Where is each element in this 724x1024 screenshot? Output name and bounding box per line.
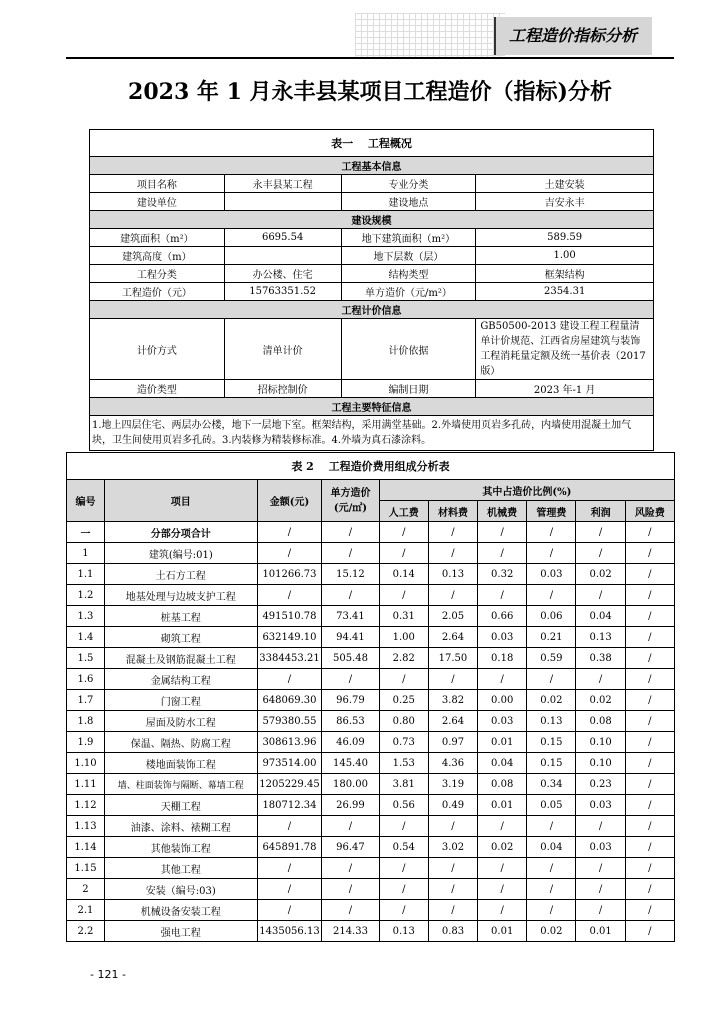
label-cell: 编制日期 xyxy=(341,380,476,398)
col-header-manage: 管理费 xyxy=(527,501,576,522)
row-value-cell: / xyxy=(257,543,322,564)
row-value-cell: 308613.96 xyxy=(257,732,322,753)
row-value-cell: / xyxy=(576,816,625,837)
row-value-cell: / xyxy=(379,543,428,564)
value-cell: 2354.31 xyxy=(476,283,654,301)
row-number-cell: 2.1 xyxy=(67,900,105,921)
row-value-cell: 3.81 xyxy=(379,774,428,795)
row-value-cell: 96.47 xyxy=(322,837,379,858)
value-cell: 框架结构 xyxy=(476,265,654,283)
row-value-cell: / xyxy=(576,543,625,564)
row-value-cell: 0.66 xyxy=(478,606,527,627)
table-row xyxy=(67,837,675,858)
row-value-cell: / xyxy=(625,900,674,921)
row-value-cell: / xyxy=(625,606,674,627)
row-value-cell: 0.31 xyxy=(379,606,428,627)
row-value-cell: / xyxy=(625,774,674,795)
row-number-cell: 1.9 xyxy=(67,732,105,753)
row-value-cell: 101266.73 xyxy=(257,564,322,585)
row-number-cell: 一 xyxy=(67,522,105,543)
table-row xyxy=(67,816,675,837)
row-value-cell: / xyxy=(625,816,674,837)
row-number-cell: 1.7 xyxy=(67,690,105,711)
table-row xyxy=(67,900,675,921)
row-value-cell: 0.34 xyxy=(527,774,576,795)
row-item-cell: 保温、隔热、防腐工程 xyxy=(104,732,257,753)
row-value-cell: / xyxy=(478,858,527,879)
value-cell: 招标控制价 xyxy=(224,380,341,398)
row-item-cell: 建筑(编号:01) xyxy=(104,543,257,564)
row-item-cell: 土石方工程 xyxy=(104,564,257,585)
row-value-cell: 0.73 xyxy=(379,732,428,753)
table-row xyxy=(67,543,675,564)
label-cell: 工程分类 xyxy=(90,265,225,283)
col-header-amount: 金额(元) xyxy=(257,480,322,522)
table2-caption: 表 2 工程造价费用组成分析表 xyxy=(67,453,675,480)
row-item-cell: 机械设备安装工程 xyxy=(104,900,257,921)
col-header-unit-cost: 单方造价(元/㎡) xyxy=(322,480,379,522)
row-item-cell: 其他工程 xyxy=(104,858,257,879)
row-value-cell: / xyxy=(625,669,674,690)
row-value-cell: 4.36 xyxy=(428,753,477,774)
row-value-cell: 0.13 xyxy=(379,921,428,942)
row-item-cell: 砌筑工程 xyxy=(104,627,257,648)
row-value-cell: / xyxy=(625,648,674,669)
table-row xyxy=(67,774,675,795)
row-value-cell: 0.01 xyxy=(576,921,625,942)
label-cell: 造价类型 xyxy=(90,380,225,398)
table-row xyxy=(67,648,675,669)
row-item-cell: 其他装饰工程 xyxy=(104,837,257,858)
row-value-cell: / xyxy=(527,522,576,543)
row-number-cell: 1.6 xyxy=(67,669,105,690)
col-header-item: 项目 xyxy=(104,480,257,522)
row-value-cell: 2.64 xyxy=(428,627,477,648)
row-value-cell: / xyxy=(478,816,527,837)
col-header-risk: 风险费 xyxy=(625,501,674,522)
row-value-cell: 0.83 xyxy=(428,921,477,942)
row-item-cell: 桩基工程 xyxy=(104,606,257,627)
row-value-cell: 505.48 xyxy=(322,648,379,669)
row-value-cell: 86.53 xyxy=(322,711,379,732)
row-value-cell: 0.04 xyxy=(527,837,576,858)
row-item-cell: 分部分项合计 xyxy=(104,522,257,543)
label-cell: 地下建筑面积（m²） xyxy=(341,229,476,247)
row-value-cell: 0.97 xyxy=(428,732,477,753)
row-value-cell: 0.02 xyxy=(527,921,576,942)
row-value-cell: / xyxy=(625,711,674,732)
row-value-cell: 0.25 xyxy=(379,690,428,711)
row-value-cell: / xyxy=(625,627,674,648)
col-header-machine: 机械费 xyxy=(478,501,527,522)
value-cell: 清单计价 xyxy=(224,319,341,380)
row-number-cell: 1.10 xyxy=(67,753,105,774)
row-value-cell: / xyxy=(527,900,576,921)
value-cell: 办公楼、住宅 xyxy=(224,265,341,283)
row-value-cell: 0.06 xyxy=(527,606,576,627)
row-value-cell: 0.00 xyxy=(478,690,527,711)
row-value-cell: / xyxy=(379,900,428,921)
row-value-cell: 0.02 xyxy=(576,690,625,711)
label-cell: 计价依据 xyxy=(341,319,476,380)
row-item-cell: 金属结构工程 xyxy=(104,669,257,690)
row-value-cell: / xyxy=(576,900,625,921)
row-value-cell: 180.00 xyxy=(322,774,379,795)
row-value-cell: / xyxy=(257,816,322,837)
row-value-cell: / xyxy=(322,522,379,543)
project-overview-table xyxy=(89,129,654,451)
row-value-cell: / xyxy=(379,858,428,879)
cost-composition-table xyxy=(66,452,675,942)
row-number-cell: 1.11 xyxy=(67,774,105,795)
value-cell: 589.59 xyxy=(476,229,654,247)
table-row xyxy=(67,753,675,774)
row-value-cell: 0.10 xyxy=(576,732,625,753)
row-value-cell: 0.01 xyxy=(478,921,527,942)
row-value-cell: 0.02 xyxy=(527,690,576,711)
section-features: 工程主要特征信息 xyxy=(90,398,654,416)
row-number-cell: 1.4 xyxy=(67,627,105,648)
value-cell: 6695.54 xyxy=(224,229,341,247)
row-value-cell: 579380.55 xyxy=(257,711,322,732)
row-value-cell: 0.18 xyxy=(478,648,527,669)
row-value-cell: / xyxy=(322,816,379,837)
label-cell: 计价方式 xyxy=(90,319,225,380)
row-number-cell: 1 xyxy=(67,543,105,564)
row-value-cell: 0.02 xyxy=(478,837,527,858)
label-cell: 单方造价（元/m²） xyxy=(341,283,476,301)
table-row xyxy=(67,921,675,942)
row-number-cell: 1.3 xyxy=(67,606,105,627)
label-cell: 建筑面积（m²） xyxy=(90,229,225,247)
row-value-cell: 1435056.13 xyxy=(257,921,322,942)
row-number-cell: 1.15 xyxy=(67,858,105,879)
row-value-cell: 2.82 xyxy=(379,648,428,669)
row-value-cell: 94.41 xyxy=(322,627,379,648)
row-value-cell: 0.59 xyxy=(527,648,576,669)
row-value-cell: / xyxy=(428,543,477,564)
row-number-cell: 1.1 xyxy=(67,564,105,585)
row-value-cell: 0.56 xyxy=(379,795,428,816)
row-number-cell: 1.14 xyxy=(67,837,105,858)
row-value-cell: / xyxy=(257,522,322,543)
row-value-cell: / xyxy=(257,585,322,606)
row-value-cell: 0.03 xyxy=(576,837,625,858)
row-value-cell: 214.33 xyxy=(322,921,379,942)
row-value-cell: 645891.78 xyxy=(257,837,322,858)
row-value-cell: 1.00 xyxy=(379,627,428,648)
row-value-cell: 0.13 xyxy=(428,564,477,585)
row-number-cell: 2 xyxy=(67,879,105,900)
row-value-cell: 0.03 xyxy=(527,564,576,585)
row-value-cell: / xyxy=(478,900,527,921)
row-value-cell: / xyxy=(576,585,625,606)
row-value-cell: 15.12 xyxy=(322,564,379,585)
row-number-cell: 1.5 xyxy=(67,648,105,669)
row-value-cell: / xyxy=(625,732,674,753)
table-row xyxy=(67,711,675,732)
table-row xyxy=(67,564,675,585)
row-value-cell: / xyxy=(428,585,477,606)
row-value-cell: / xyxy=(379,816,428,837)
value-cell: 永丰县某工程 xyxy=(224,175,341,193)
table-row xyxy=(67,690,675,711)
row-value-cell: / xyxy=(428,816,477,837)
row-value-cell: 3.19 xyxy=(428,774,477,795)
row-value-cell: / xyxy=(527,543,576,564)
row-value-cell: 0.13 xyxy=(576,627,625,648)
row-value-cell: / xyxy=(625,522,674,543)
row-value-cell: 73.41 xyxy=(322,606,379,627)
section-pricing: 工程计价信息 xyxy=(90,301,654,319)
table-row xyxy=(67,585,675,606)
row-value-cell: 0.02 xyxy=(576,564,625,585)
col-header-no: 编号 xyxy=(67,480,105,522)
row-value-cell: 0.08 xyxy=(576,711,625,732)
table1-caption: 表一 工程概况 xyxy=(90,130,654,157)
row-value-cell: 0.14 xyxy=(379,564,428,585)
row-value-cell: / xyxy=(428,900,477,921)
row-value-cell: 26.99 xyxy=(322,795,379,816)
row-value-cell: / xyxy=(478,879,527,900)
value-cell xyxy=(224,193,341,211)
col-header-profit: 利润 xyxy=(576,501,625,522)
row-value-cell: / xyxy=(428,879,477,900)
row-value-cell: / xyxy=(625,879,674,900)
row-value-cell: 145.40 xyxy=(322,753,379,774)
row-value-cell: / xyxy=(379,669,428,690)
row-value-cell: / xyxy=(625,795,674,816)
table-row xyxy=(67,669,675,690)
row-item-cell: 楼地面装饰工程 xyxy=(104,753,257,774)
features-text: 1.地上四层住宅、两层办公楼，地下一层地下室。框架结构，采用满堂基础。2.外墙使用页岩多孔砖，内墙使用混凝土加气块，卫生间使用页岩多孔砖。3.内装修为精装修标准。4.外墙为真石漆涂料。 xyxy=(90,416,654,451)
value-cell: 吉安永丰 xyxy=(476,193,654,211)
row-value-cell: 0.03 xyxy=(478,711,527,732)
row-number-cell: 1.8 xyxy=(67,711,105,732)
row-value-cell: / xyxy=(322,585,379,606)
row-value-cell: 2.64 xyxy=(428,711,477,732)
row-value-cell: 0.03 xyxy=(576,795,625,816)
value-cell: 土建安装 xyxy=(476,175,654,193)
row-value-cell: / xyxy=(625,585,674,606)
page-title: 2023 年 1 月永丰县某项目工程造价（指标)分析 xyxy=(128,79,612,105)
row-value-cell: 648069.30 xyxy=(257,690,322,711)
row-value-cell: / xyxy=(625,690,674,711)
row-value-cell: 2.05 xyxy=(428,606,477,627)
label-cell: 结构类型 xyxy=(341,265,476,283)
row-value-cell: / xyxy=(428,669,477,690)
table-row xyxy=(67,606,675,627)
col-header-labor: 人工费 xyxy=(379,501,428,522)
label-cell: 建设地点 xyxy=(341,193,476,211)
row-value-cell: 17.50 xyxy=(428,648,477,669)
row-value-cell: 0.21 xyxy=(527,627,576,648)
row-value-cell: / xyxy=(478,585,527,606)
row-value-cell: / xyxy=(576,858,625,879)
row-value-cell: / xyxy=(478,543,527,564)
label-cell: 地下层数（层） xyxy=(341,247,476,265)
table-row xyxy=(67,732,675,753)
row-item-cell: 强电工程 xyxy=(104,921,257,942)
section-scale: 建设规模 xyxy=(90,211,654,229)
row-value-cell: 0.01 xyxy=(478,732,527,753)
row-value-cell: / xyxy=(322,543,379,564)
table-row xyxy=(67,627,675,648)
row-value-cell: 3384453.21 xyxy=(257,648,322,669)
row-value-cell: / xyxy=(379,522,428,543)
row-value-cell: 46.09 xyxy=(322,732,379,753)
row-value-cell: / xyxy=(257,879,322,900)
row-item-cell: 屋面及防水工程 xyxy=(104,711,257,732)
row-value-cell: / xyxy=(257,900,322,921)
row-value-cell: 180712.34 xyxy=(257,795,322,816)
row-value-cell: 3.82 xyxy=(428,690,477,711)
table-row xyxy=(67,522,675,543)
row-value-cell: / xyxy=(322,858,379,879)
row-value-cell: / xyxy=(257,858,322,879)
row-number-cell: 2.2 xyxy=(67,921,105,942)
row-value-cell: / xyxy=(527,879,576,900)
value-cell xyxy=(224,247,341,265)
row-value-cell: 632149.10 xyxy=(257,627,322,648)
row-item-cell: 混凝土及钢筋混凝土工程 xyxy=(104,648,257,669)
row-value-cell: / xyxy=(527,816,576,837)
row-value-cell: 0.04 xyxy=(478,753,527,774)
value-cell: 15763351.52 xyxy=(224,283,341,301)
row-value-cell: 0.03 xyxy=(478,627,527,648)
row-value-cell: / xyxy=(428,858,477,879)
row-number-cell: 1.2 xyxy=(67,585,105,606)
row-value-cell: / xyxy=(625,858,674,879)
table-row xyxy=(67,858,675,879)
row-value-cell: / xyxy=(625,753,674,774)
row-value-cell: 0.08 xyxy=(478,774,527,795)
label-cell: 建筑高度（m） xyxy=(90,247,225,265)
row-value-cell: / xyxy=(478,669,527,690)
row-value-cell: 3.02 xyxy=(428,837,477,858)
row-value-cell: 0.32 xyxy=(478,564,527,585)
row-value-cell: 0.38 xyxy=(576,648,625,669)
header-tag: 工程造价指标分析 xyxy=(508,26,637,45)
row-value-cell: / xyxy=(625,543,674,564)
row-value-cell: 0.13 xyxy=(527,711,576,732)
row-value-cell: / xyxy=(478,522,527,543)
label-cell: 工程造价（元） xyxy=(90,283,225,301)
row-value-cell: 491510.78 xyxy=(257,606,322,627)
row-value-cell: / xyxy=(527,585,576,606)
row-value-cell: / xyxy=(322,879,379,900)
row-item-cell: 天棚工程 xyxy=(104,795,257,816)
row-value-cell: 1205229.45 xyxy=(257,774,322,795)
row-value-cell: 0.01 xyxy=(478,795,527,816)
header-pattern xyxy=(355,13,505,57)
value-cell: 2023 年-1 月 xyxy=(476,380,654,398)
row-value-cell: / xyxy=(379,879,428,900)
col-header-material: 材料费 xyxy=(428,501,477,522)
label-cell: 项目名称 xyxy=(90,175,225,193)
row-value-cell: 0.15 xyxy=(527,753,576,774)
row-value-cell: 0.54 xyxy=(379,837,428,858)
row-value-cell: 0.80 xyxy=(379,711,428,732)
section-basic-info: 工程基本信息 xyxy=(90,157,654,175)
row-value-cell: / xyxy=(576,879,625,900)
row-value-cell: / xyxy=(428,522,477,543)
row-value-cell: 0.15 xyxy=(527,732,576,753)
row-value-cell: 973514.00 xyxy=(257,753,322,774)
row-value-cell: / xyxy=(527,669,576,690)
value-cell: GB50500-2013 建设工程工程量清单计价规范、江西省房屋建筑与装饰工程消耗量定额及统一基价表（2017 版） xyxy=(476,319,654,380)
row-value-cell: / xyxy=(576,522,625,543)
row-item-cell: 地基处理与边坡支护工程 xyxy=(104,585,257,606)
row-item-cell: 门窗工程 xyxy=(104,690,257,711)
header-rule xyxy=(66,57,674,59)
row-value-cell: / xyxy=(576,669,625,690)
col-header-ratio: 其中占造价比例(%) xyxy=(379,480,674,501)
row-value-cell: / xyxy=(625,921,674,942)
row-value-cell: / xyxy=(257,669,322,690)
row-number-cell: 1.13 xyxy=(67,816,105,837)
row-value-cell: 1.53 xyxy=(379,753,428,774)
row-value-cell: 0.49 xyxy=(428,795,477,816)
row-item-cell: 安装（编号:03) xyxy=(104,879,257,900)
table-row xyxy=(67,795,675,816)
row-value-cell: / xyxy=(527,858,576,879)
row-item-cell: 油漆、涂料、裱糊工程 xyxy=(104,816,257,837)
row-number-cell: 1.12 xyxy=(67,795,105,816)
row-value-cell: 0.10 xyxy=(576,753,625,774)
row-value-cell: 0.05 xyxy=(527,795,576,816)
label-cell: 专业分类 xyxy=(341,175,476,193)
row-value-cell: 96.79 xyxy=(322,690,379,711)
row-value-cell: / xyxy=(379,585,428,606)
value-cell: 1.00 xyxy=(476,247,654,265)
label-cell: 建设单位 xyxy=(90,193,225,211)
page-number: - 121 - xyxy=(90,968,126,981)
row-value-cell: / xyxy=(625,564,674,585)
row-value-cell: / xyxy=(625,837,674,858)
row-value-cell: / xyxy=(322,900,379,921)
table-row xyxy=(67,879,675,900)
row-value-cell: / xyxy=(322,669,379,690)
row-value-cell: 0.23 xyxy=(576,774,625,795)
row-item-cell: 墙、柱面装饰与隔断、幕墙工程 xyxy=(104,774,257,795)
row-value-cell: 0.04 xyxy=(576,606,625,627)
